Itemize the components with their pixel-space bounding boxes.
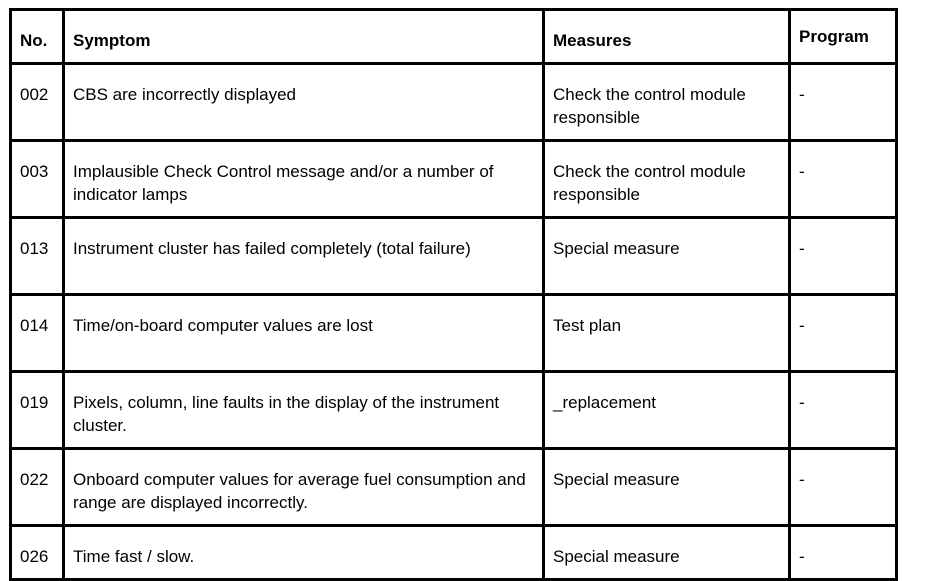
- cell-program: -: [790, 218, 897, 295]
- cell-program: -: [790, 372, 897, 449]
- table-row: [11, 526, 897, 580]
- cell-program: -: [790, 526, 897, 580]
- cell-no: 022: [11, 449, 64, 526]
- cell-measures: _replacement: [544, 372, 790, 449]
- cell-program: -: [790, 64, 897, 141]
- cell-no: 019: [11, 372, 64, 449]
- cell-program: -: [790, 141, 897, 218]
- cell-symptom: Onboard computer values for average fuel consumption and range are displayed incorrectly.: [64, 449, 544, 526]
- header-symptom: Symptom: [64, 10, 544, 64]
- cell-no: 026: [11, 526, 64, 580]
- table-row: [11, 295, 897, 372]
- symptom-table: [9, 8, 898, 581]
- cell-no: 002: [11, 64, 64, 141]
- cell-symptom: Time fast / slow.: [64, 526, 544, 580]
- table-row: [11, 449, 897, 526]
- cell-symptom: Implausible Check Control message and/or a number of indicator lamps: [64, 141, 544, 218]
- table-row: [11, 372, 897, 449]
- table-row: [11, 218, 897, 295]
- header-measures: Measures: [544, 10, 790, 64]
- cell-symptom: CBS are incorrectly displayed: [64, 64, 544, 141]
- cell-symptom: Pixels, column, line faults in the display of the instrument cluster.: [64, 372, 544, 449]
- table-row: [11, 64, 897, 141]
- table-header-row: [11, 10, 897, 64]
- cell-symptom: Instrument cluster has failed completely (total failure): [64, 218, 544, 295]
- cell-symptom: Time/on-board computer values are lost: [64, 295, 544, 372]
- cell-measures: Special measure: [544, 449, 790, 526]
- cell-no: 003: [11, 141, 64, 218]
- cell-measures: Check the control module responsible: [544, 141, 790, 218]
- cell-no: 013: [11, 218, 64, 295]
- cell-measures: Check the control module responsible: [544, 64, 790, 141]
- cell-measures: Special measure: [544, 218, 790, 295]
- cell-measures: Test plan: [544, 295, 790, 372]
- cell-measures: Special measure: [544, 526, 790, 580]
- header-program: Program: [790, 10, 897, 64]
- cell-no: 014: [11, 295, 64, 372]
- header-no: No.: [11, 10, 64, 64]
- cell-program: -: [790, 295, 897, 372]
- table-row: [11, 141, 897, 218]
- cell-program: -: [790, 449, 897, 526]
